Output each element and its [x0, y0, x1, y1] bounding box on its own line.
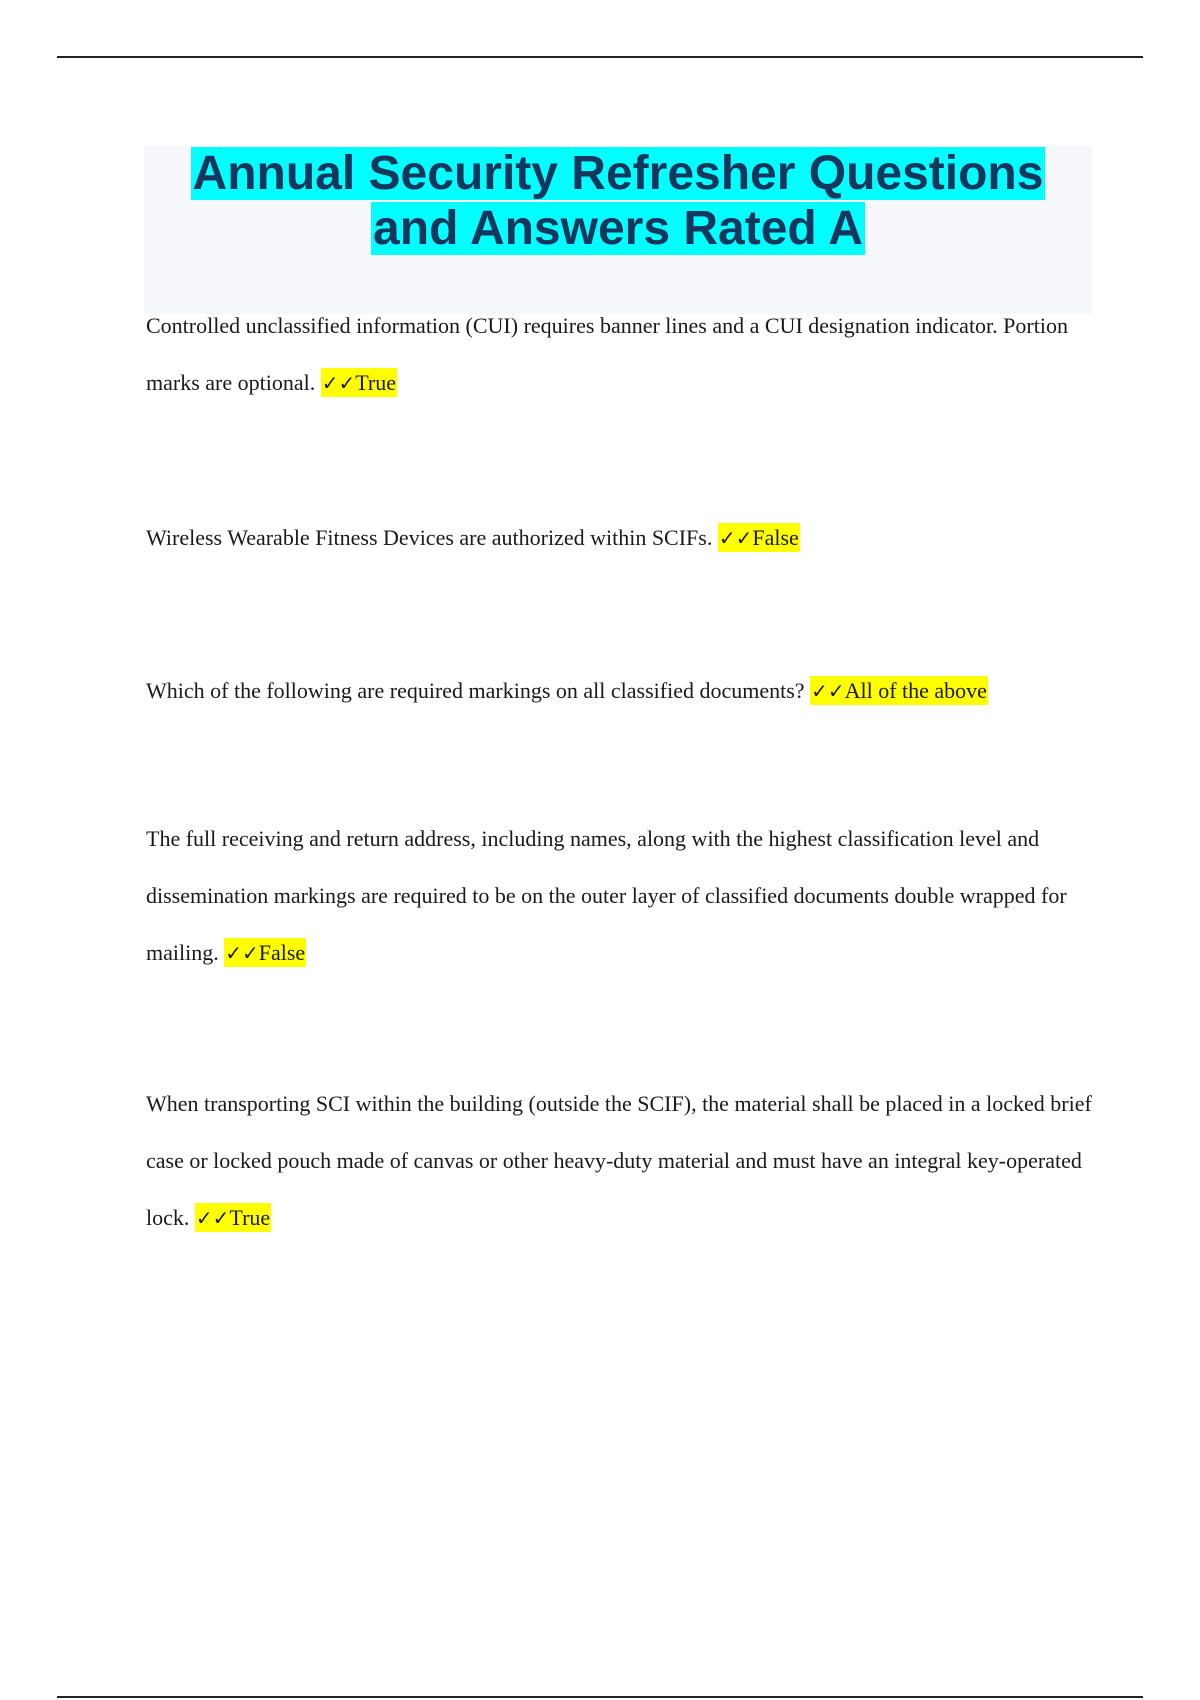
title-line-1: Annual Security Refresher Questions	[192, 147, 1044, 200]
top-rule	[57, 56, 1143, 58]
answer-highlight	[321, 368, 397, 397]
answer-text: True	[229, 1205, 271, 1230]
title-line-2: and Answers Rated A	[373, 202, 863, 255]
double-check-icon: ✓✓	[718, 526, 753, 550]
answer-text: False	[752, 525, 799, 550]
qa-item-3	[146, 662, 1096, 720]
double-check-icon: ✓✓	[195, 1206, 230, 1230]
double-check-icon: ✓✓	[811, 679, 845, 703]
page-title	[144, 146, 1092, 256]
answer-text: All of the above	[844, 678, 987, 703]
double-check-icon: ✓✓	[321, 371, 356, 395]
double-check-icon: ✓✓	[225, 941, 259, 965]
answer-text: True	[355, 370, 397, 395]
question-text: The full receiving and return address, including names, along with the highest classification level and dissemination markings are required to be on the outer layer of classified documents double wrapped for mailing.	[146, 826, 1067, 965]
question-text: When transporting SCI within the building (outside the SCIF), the material shall be placed in a locked brief case or locked pouch made of canvas or other heavy-duty material and must have an integral key-operated lock.	[146, 1091, 1092, 1230]
qa-item-1	[146, 297, 1096, 412]
answer-highlight	[718, 523, 800, 552]
answer-highlight	[224, 938, 306, 967]
question-text: Controlled unclassified information (CUI) requires banner lines and a CUI designation indicator. Portion marks are optional.	[146, 313, 1068, 395]
question-text: Wireless Wearable Fitness Devices are authorized within SCIFs.	[146, 525, 713, 550]
title-block	[144, 146, 1092, 314]
qa-item-5	[146, 1075, 1096, 1247]
bottom-rule	[57, 1696, 1143, 1698]
question-text: Which of the following are required markings on all classified documents?	[146, 678, 805, 703]
answer-highlight	[195, 1203, 271, 1232]
answer-highlight	[810, 676, 988, 705]
answer-text: False	[258, 940, 306, 965]
qa-item-2	[146, 509, 1096, 567]
qa-item-4	[146, 810, 1096, 982]
